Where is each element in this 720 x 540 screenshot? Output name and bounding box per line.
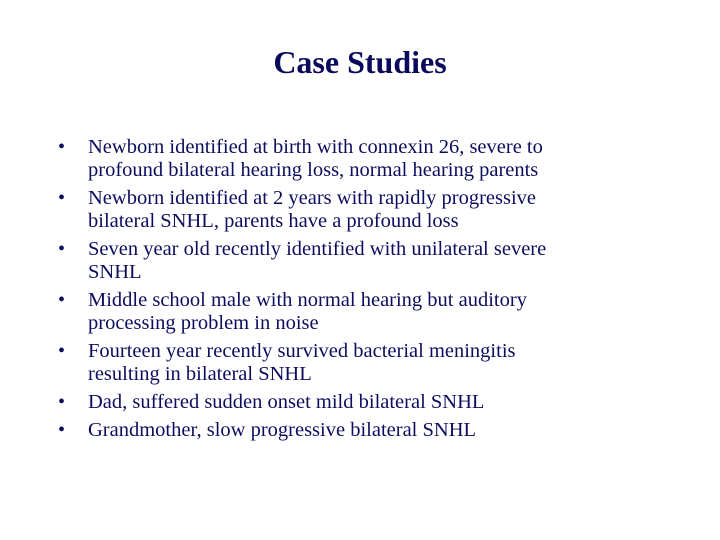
bullet-item: [58, 238, 698, 284]
bullet-icon: •: [58, 340, 66, 362]
bullet-item: [58, 419, 698, 442]
bullet-text-line: Newborn identified at birth with connexin 26, severe to: [88, 136, 543, 158]
bullet-text-line: Seven year old recently identified with unilateral severe: [88, 238, 547, 260]
bullet-text-line: SNHL: [88, 261, 142, 283]
slide-title: Case Studies: [273, 44, 447, 80]
bullet-text-line: Newborn identified at 2 years with rapidly progressive: [88, 187, 537, 209]
bullet-text-line: Fourteen year recently survived bacterial meningitis: [88, 340, 516, 362]
bullet-text-line: Dad, suffered sudden onset mild bilateral SNHL: [88, 391, 485, 413]
bullet-item: [58, 391, 698, 414]
bullet-icon: •: [58, 238, 66, 260]
bullet-icon: •: [58, 136, 66, 158]
bullet-text-line: resulting in bilateral SNHL: [88, 363, 312, 385]
bullet-text-line: Middle school male with normal hearing but auditory: [88, 289, 527, 311]
bullet-text-line: processing problem in noise: [88, 312, 319, 334]
bullet-icon: •: [58, 187, 66, 209]
bullet-list: [58, 136, 698, 447]
bullet-text-line: profound bilateral hearing loss, normal hearing parents: [88, 159, 539, 181]
bullet-item: [58, 187, 698, 233]
bullet-item: [58, 289, 698, 335]
bullet-text-line: bilateral SNHL, parents have a profound loss: [88, 210, 459, 232]
bullet-icon: •: [58, 391, 66, 413]
bullet-icon: •: [58, 419, 66, 441]
bullet-icon: •: [58, 289, 66, 311]
bullet-item: [58, 136, 698, 182]
bullet-text-line: Grandmother, slow progressive bilateral SNHL: [88, 419, 477, 441]
bullet-item: [58, 340, 698, 386]
